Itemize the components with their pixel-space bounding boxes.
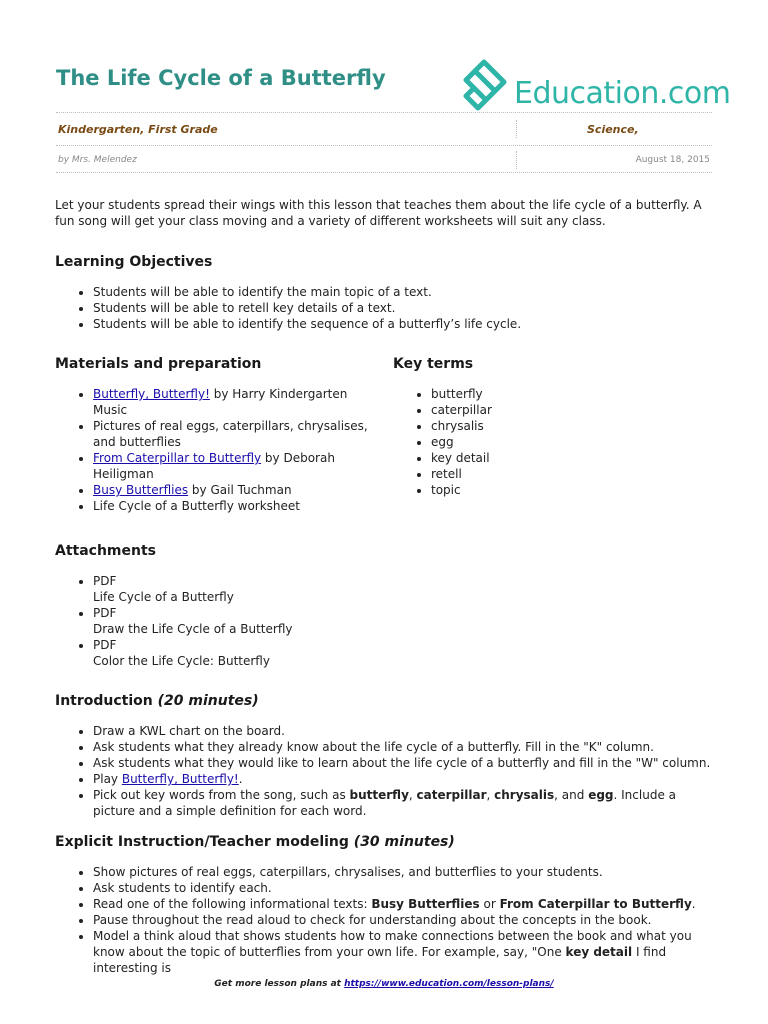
- list-item: • butterfly: [431, 386, 693, 402]
- material-link[interactable]: From Caterpillar to Butterfly: [93, 451, 262, 465]
- list-item: • Butterfly, Butterfly! by Harry Kindergarten Music: [93, 386, 369, 418]
- song-link[interactable]: Butterfly, Butterfly!: [121, 772, 239, 786]
- grade-level: Kindergarten, First Grade: [58, 123, 218, 136]
- logo-text: Education.com: [514, 76, 731, 111]
- section-heading: Materials and preparation: [55, 356, 262, 372]
- attachments-section: [55, 542, 715, 669]
- materials-keyterms-row: [55, 355, 715, 514]
- subject: Science,: [587, 123, 639, 136]
- list-item: • retell: [431, 466, 693, 482]
- list-item: • Draw a KWL chart on the board.: [93, 723, 715, 739]
- page-title: The Life Cycle of a Butterfly: [56, 66, 386, 90]
- list-item: • topic: [431, 482, 693, 498]
- list-item: • Pick out key words from the song, such as butterfly, caterpillar, chrysalis, and egg. Include a picture and a simple definition for each word.: [93, 787, 715, 819]
- attachment-item[interactable]: [93, 573, 715, 605]
- divider: [516, 120, 517, 138]
- objectives-list: [55, 284, 715, 332]
- list-item: • Read one of the following informational texts: Busy Butterflies or From Caterpillar to Butterfly.: [93, 896, 715, 912]
- section-heading: Key terms: [393, 356, 474, 372]
- list-item: • chrysalis: [431, 418, 693, 434]
- materials-list: [55, 386, 393, 514]
- intro-paragraph: Let your students spread their wings with this lesson that teaches them about the life cycle of a butterfly. A fun song will get your class moving and a variety of different worksheets will suit any class.: [55, 198, 702, 228]
- attachment-item[interactable]: [93, 605, 715, 637]
- list-item: • Students will be able to identify the sequence of a butterfly’s life cycle.: [93, 316, 715, 332]
- section-heading: Explicit Instruction/Teacher modeling (30 minutes): [55, 834, 455, 850]
- list-item: • key detail: [431, 450, 693, 466]
- list-item: • Students will be able to identify the main topic of a text.: [93, 284, 715, 300]
- list-item: • caterpillar: [431, 402, 693, 418]
- list-item: • Ask students what they would like to learn about the life cycle of a butterfly and fill in the "W" column.: [93, 755, 715, 771]
- list-item: • Pictures of real eggs, caterpillars, chrysalises, and butterflies: [93, 418, 369, 450]
- list-item: • Ask students what they already know about the life cycle of a butterfly. Fill in the "K" column.: [93, 739, 715, 755]
- attachment-name: Draw the Life Cycle of a Butterfly: [93, 622, 293, 636]
- explicit-instruction-section: [55, 833, 715, 976]
- list-item: • Show pictures of real eggs, caterpillars, chrysalises, and butterflies to your students.: [93, 864, 715, 880]
- attachment-name: Color the Life Cycle: Butterfly: [93, 654, 270, 668]
- footer-text: Get more lesson plans at: [214, 979, 345, 989]
- learning-objectives-section: [55, 253, 715, 332]
- material-link[interactable]: Butterfly, Butterfly!: [93, 387, 210, 401]
- key-terms-section: [393, 355, 693, 514]
- duration: (20 minutes): [157, 693, 259, 709]
- materials-section: [55, 355, 393, 514]
- key-terms-list: [393, 386, 693, 498]
- education-logo[interactable]: [456, 56, 731, 116]
- section-heading: Attachments: [55, 543, 157, 559]
- divider: [56, 145, 712, 146]
- list-item: • Pause throughout the read aloud to check for understanding about the concepts in the book.: [93, 912, 715, 928]
- list-item: • Model a think aloud that shows students how to make connections between the book and what you know about the topic of butterflies from your own life. For example, say, "One key detail I find interesting is: [93, 928, 715, 976]
- footer: [0, 979, 768, 989]
- duration: (30 minutes): [353, 834, 455, 850]
- attachment-type: • PDF: [93, 638, 117, 652]
- list-item: • From Caterpillar to Butterfly by Deborah Heiligman: [93, 450, 369, 482]
- introduction-list: [55, 723, 715, 819]
- divider: [56, 112, 712, 113]
- divider: [56, 172, 712, 173]
- list-item: • Students will be able to retell key details of a text.: [93, 300, 715, 316]
- section-heading: Learning Objectives: [55, 254, 213, 270]
- list-item: • Play Butterfly, Butterfly!.: [93, 771, 715, 787]
- section-heading: Introduction (20 minutes): [55, 693, 259, 709]
- attachment-type: • PDF: [93, 606, 117, 620]
- list-item: • egg: [431, 434, 693, 450]
- lesson-content: [55, 197, 715, 976]
- author: by Mrs. Melendez: [58, 155, 137, 165]
- attachment-name: Life Cycle of a Butterfly: [93, 590, 234, 604]
- list-item: • Life Cycle of a Butterfly worksheet: [93, 498, 369, 514]
- attachments-list: [55, 573, 715, 669]
- material-link[interactable]: Busy Butterflies: [93, 483, 189, 497]
- list-item: • Busy Butterflies by Gail Tuchman: [93, 482, 369, 498]
- list-item: • Ask students to identify each.: [93, 880, 715, 896]
- footer-link[interactable]: https://www.education.com/lesson-plans/: [344, 979, 554, 989]
- attachment-item[interactable]: [93, 637, 715, 669]
- explicit-list: [55, 864, 715, 976]
- divider: [516, 151, 517, 169]
- publish-date: August 18, 2015: [635, 155, 710, 165]
- attachment-type: • PDF: [93, 574, 117, 588]
- pencil-logo-icon: [456, 56, 512, 112]
- introduction-section: [55, 692, 715, 819]
